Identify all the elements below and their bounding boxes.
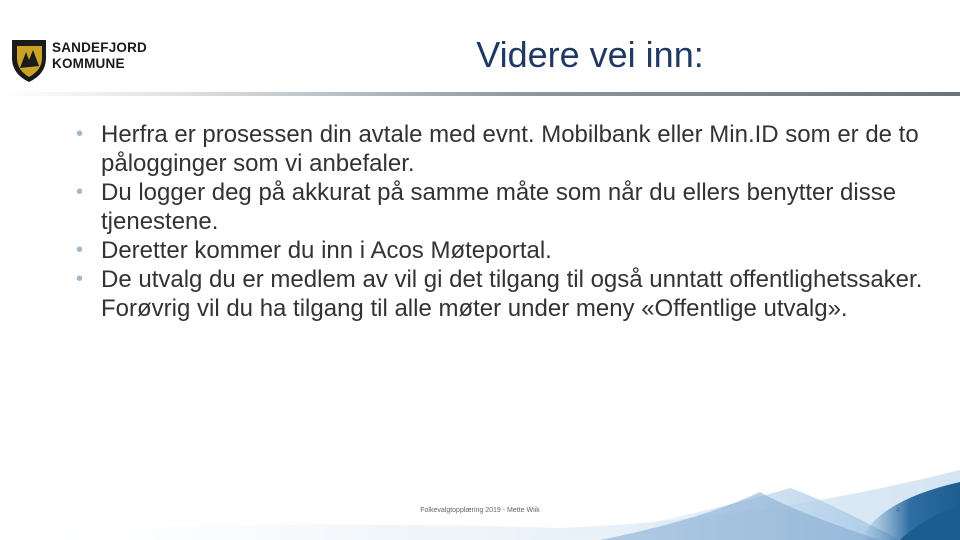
bullet-marker: • (76, 239, 84, 261)
bullet-text: De utvalg du er medlem av vil gi det tilgang til også unntatt offentlighetssaker. Forøvrig vil du ha tilgang til alle møter under meny «Offentlige utvalg». (101, 266, 923, 322)
bullet-marker: • (76, 181, 84, 203)
footer-text: Folkevalgtopplæring 2019 - Mette Wiik (420, 507, 540, 514)
logo-line-1: SANDEFJORD (52, 40, 148, 55)
bullet-text: Deretter kommer du inn i Acos Møteportal. (101, 237, 552, 264)
bullet-text: Herfra er prosessen din avtale med evnt. Mobilbank eller Min.ID som er de to pålogginger som vi anbefaler. (101, 121, 919, 177)
bullet-marker: • (76, 123, 84, 145)
logo-line-2: KOMMUNE (52, 55, 125, 71)
bullet-text: Du logger deg på akkurat på samme måte som når du ellers benytter disse tjenestene. (101, 179, 897, 235)
bullet-marker: • (76, 268, 84, 290)
slide-title: Videre vei inn: (476, 34, 704, 75)
slide-number: 4 (896, 507, 900, 514)
